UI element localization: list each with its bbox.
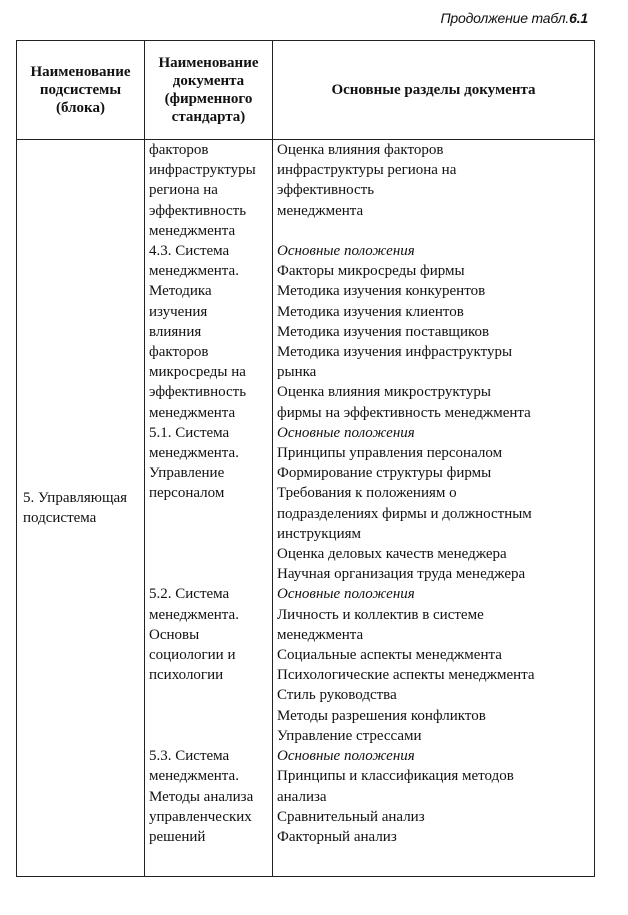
section-line: Методика изучения конкурентов — [277, 283, 486, 300]
section-line: Социальные аспекты менеджмента — [277, 647, 502, 664]
section-line: Сравнительный анализ — [277, 808, 425, 825]
section-line: Научная организация труда менеджера — [277, 566, 526, 583]
caption-number: 6.1 — [569, 10, 588, 26]
section-line: Факторы микросреды фирмы — [277, 263, 465, 280]
document-name-line: инфраструктуры — [149, 162, 256, 179]
document-names-cell — [145, 140, 273, 877]
section-heading: Основные положения — [277, 424, 415, 441]
document-table — [16, 40, 595, 877]
section-line: Оценка влияния факторов — [277, 142, 444, 158]
section-line: Оценка деловых качеств менеджера — [277, 546, 507, 563]
document-name-line: региона на — [149, 182, 218, 199]
section-line: рынка — [277, 364, 317, 381]
section-line: менеджмента — [277, 626, 364, 643]
section-line: Факторный анализ — [277, 828, 397, 845]
section-heading: Основные положения — [277, 748, 415, 765]
document-name-line — [149, 544, 269, 564]
document-name-line: факторов — [149, 142, 209, 158]
document-name-line: Основы — [149, 626, 200, 643]
section-line: инструкциям — [277, 525, 361, 542]
section-line: анализа — [277, 788, 327, 805]
document-name-line: менеджмента. — [149, 445, 239, 462]
document-name-line — [149, 524, 269, 544]
section-line: Методика изучения клиентов — [277, 303, 464, 320]
document-name-line: Методы анализа — [149, 788, 254, 805]
document-name-line: 5.1. Система — [149, 424, 230, 441]
subsystem-name: 5. Управляющая подсистема — [23, 489, 128, 526]
document-name-line — [149, 685, 269, 705]
document-sections-cell — [273, 140, 595, 877]
header-document-sections: Основные разделы документа — [273, 41, 595, 140]
document-name-line: менеджмента. — [149, 768, 239, 785]
document-name-line: 5.2. Система — [149, 586, 230, 603]
section-line: инфраструктуры региона на — [277, 162, 457, 179]
section-line: фирмы на эффективность менеджмента — [277, 404, 531, 421]
header-row — [17, 41, 595, 140]
document-name-line: 4.3. Система — [149, 243, 230, 260]
section-line: Психологические аспекты менеджмента — [277, 667, 535, 684]
document-name-line: менеджмента. — [149, 606, 239, 623]
document-name-line: эффективность — [149, 384, 247, 401]
section-line: Личность и коллектив в системе — [277, 606, 484, 623]
section-line: Методика изучения инфраструктуры — [277, 344, 513, 361]
document-name-line: Методика — [149, 283, 212, 300]
caption-prefix: Продолжение табл. — [440, 10, 570, 26]
document-name-line: менеджмента — [149, 222, 236, 239]
section-line: Требования к положениям о — [277, 485, 457, 502]
document-name-line: персоналом — [149, 485, 225, 502]
document-name-line: менеджмента — [149, 404, 236, 421]
section-line: менеджмента — [277, 202, 364, 219]
section-line: Принципы управления персоналом — [277, 445, 503, 462]
section-line — [277, 221, 591, 241]
document-name-line — [149, 706, 269, 726]
section-heading: Основные положения — [277, 586, 415, 603]
document-name-line: 5.3. Система — [149, 748, 230, 765]
section-line: Методика изучения поставщиков — [277, 323, 490, 340]
document-name-line: решений — [149, 828, 206, 845]
section-line: Принципы и классификация методов — [277, 768, 514, 785]
header-document-name: Наименование документа (фирменного стандарта) — [145, 41, 273, 140]
document-name-line — [149, 504, 269, 524]
document-name-line: менеджмента. — [149, 263, 239, 280]
document-name-line: микросреды на — [149, 364, 246, 381]
document-name-line — [149, 726, 269, 746]
document-name-line: факторов — [149, 344, 209, 361]
section-line: Управление стрессами — [277, 727, 422, 744]
document-name-line: эффективность — [149, 202, 247, 219]
document-name-line: психологии — [149, 667, 224, 684]
section-line: подразделениях фирмы и должностным — [277, 505, 532, 522]
header-subsystem: Наименование подсистемы (блока) — [17, 41, 145, 140]
document-name-line: Управление — [149, 465, 225, 482]
table-caption — [440, 10, 588, 26]
section-line: Методы разрешения конфликтов — [277, 707, 486, 724]
section-line: эффективность — [277, 182, 375, 199]
document-name-line: изучения — [149, 303, 208, 320]
subsystem-cell — [17, 140, 145, 877]
document-name-line: влияния — [149, 323, 202, 340]
table-row — [17, 140, 595, 877]
section-line: Стиль руководства — [277, 687, 397, 704]
section-line: Оценка влияния микроструктуры — [277, 384, 491, 401]
document-name-line: управленческих — [149, 808, 252, 825]
document-name-line — [149, 564, 269, 584]
section-heading: Основные положения — [277, 243, 415, 260]
document-name-line: социологии и — [149, 647, 236, 664]
section-line: Формирование структуры фирмы — [277, 465, 492, 482]
